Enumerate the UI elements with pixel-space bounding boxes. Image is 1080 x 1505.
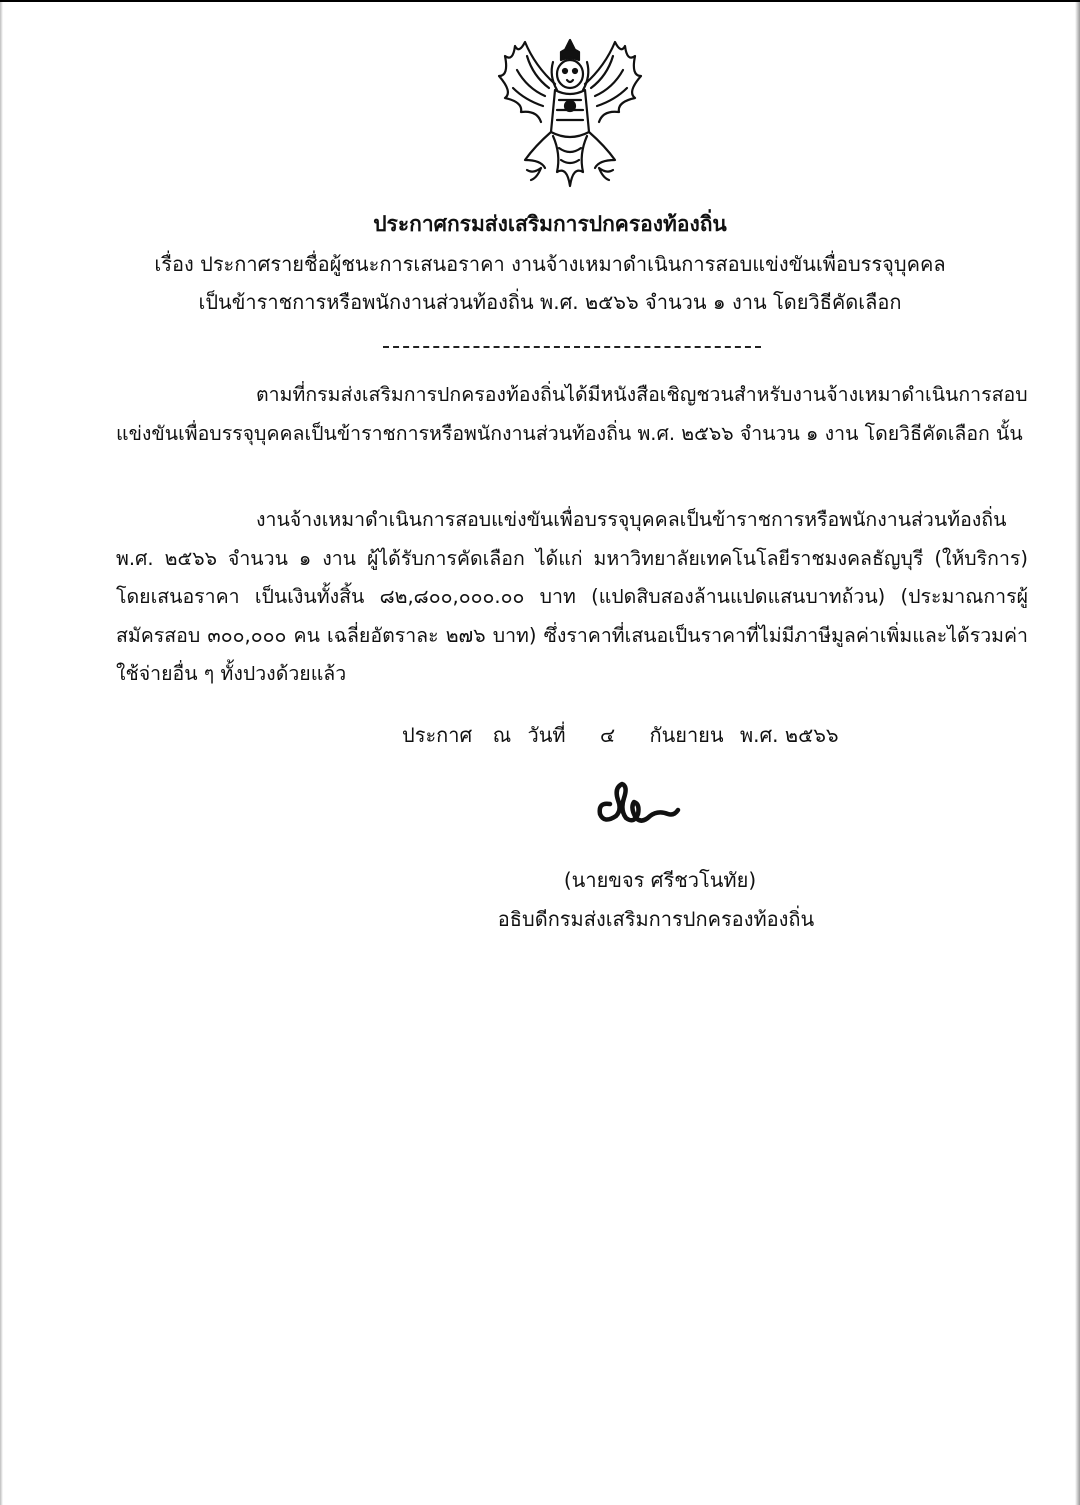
document-title: ประกาศกรมส่งเสริมการปกครองท้องถิ่น (373, 212, 727, 236)
subject-line-2: เป็นข้าราชการหรือพนักงานส่วนท้องถิ่น พ.ศ. ๒๕๖๖ จำนวน ๑ งาน โดยวิธีคัดเลือก (198, 290, 902, 314)
signatory-position: อธิบดีกรมส่งเสริมการปกครองท้องถิ่น (497, 907, 815, 931)
scan-edge-left (0, 2, 3, 1505)
signatory-name: (นายขจร ศรีชวโนทัย) (563, 868, 757, 892)
body-paragraph-2: งานจ้างเหมาดำเนินการสอบแข่งขันเพื่อบรรจุบุคคลเป็นข้าราชการหรือพนักงานส่วนท้องถิ่น พ.ศ. ๒๕๖๖ จำนวน ๑ งาน ผู้ได้รับการคัดเลือก ได้แก่ มหาวิทยาลัยเทคโนโลยีราชมงคลธัญบุรี (ให้บริการ) โดยเสนอราคา เป็นเงินทั้งสิ้น ๘๒,๘๐๐,๐๐๐.๐๐ บาท (แปดสิบสองล้านแปดแสนบาทถ้วน) (ประมาณการผู้สมัครสอบ ๓๐๐,๐๐๐ คน เฉลี่ยอัตราละ ๒๗๖ บาท) ซึ่งราคาที่เสนอเป็นราคาที่ไม่มีภาษีมูลค่าเพิ่มและได้รวมค่าใช้จ่ายอื่น ๆ ทั้งปวงด้วยแล้ว (116, 508, 1028, 685)
date-at: ณ (492, 723, 512, 747)
date-year: ๒๕๖๖ (784, 723, 839, 747)
dashed-divider (383, 346, 761, 348)
garuda-emblem-icon (495, 36, 645, 190)
date-day-label: วันที่ (527, 723, 566, 747)
handwritten-signature (588, 774, 688, 836)
date-prefix: ประกาศ (402, 723, 473, 747)
subject-line-1: เรื่อง ประกาศรายชื่อผู้ชนะการเสนอราคา งานจ้างเหมาดำเนินการสอบแข่งขันเพื่อบรรจุบุคคล (154, 252, 946, 276)
date-month: กันยายน (649, 723, 724, 747)
date-day: ๔ (599, 723, 616, 747)
announcement-date (402, 719, 839, 751)
date-era: พ.ศ. (739, 723, 779, 747)
body-paragraph-1: ตามที่กรมส่งเสริมการปกครองท้องถิ่นได้มีหนังสือเชิญชวนสำหรับงานจ้างเหมาดำเนินการสอบแข่งขันเพื่อบรรจุบุคคลเป็นข้าราชการหรือพนักงานส่วนท้องถิ่น พ.ศ. ๒๕๖๖ จำนวน ๑ งาน โดยวิธีคัดเลือก นั้น (116, 383, 1028, 445)
scan-edge-right (1075, 2, 1080, 1505)
